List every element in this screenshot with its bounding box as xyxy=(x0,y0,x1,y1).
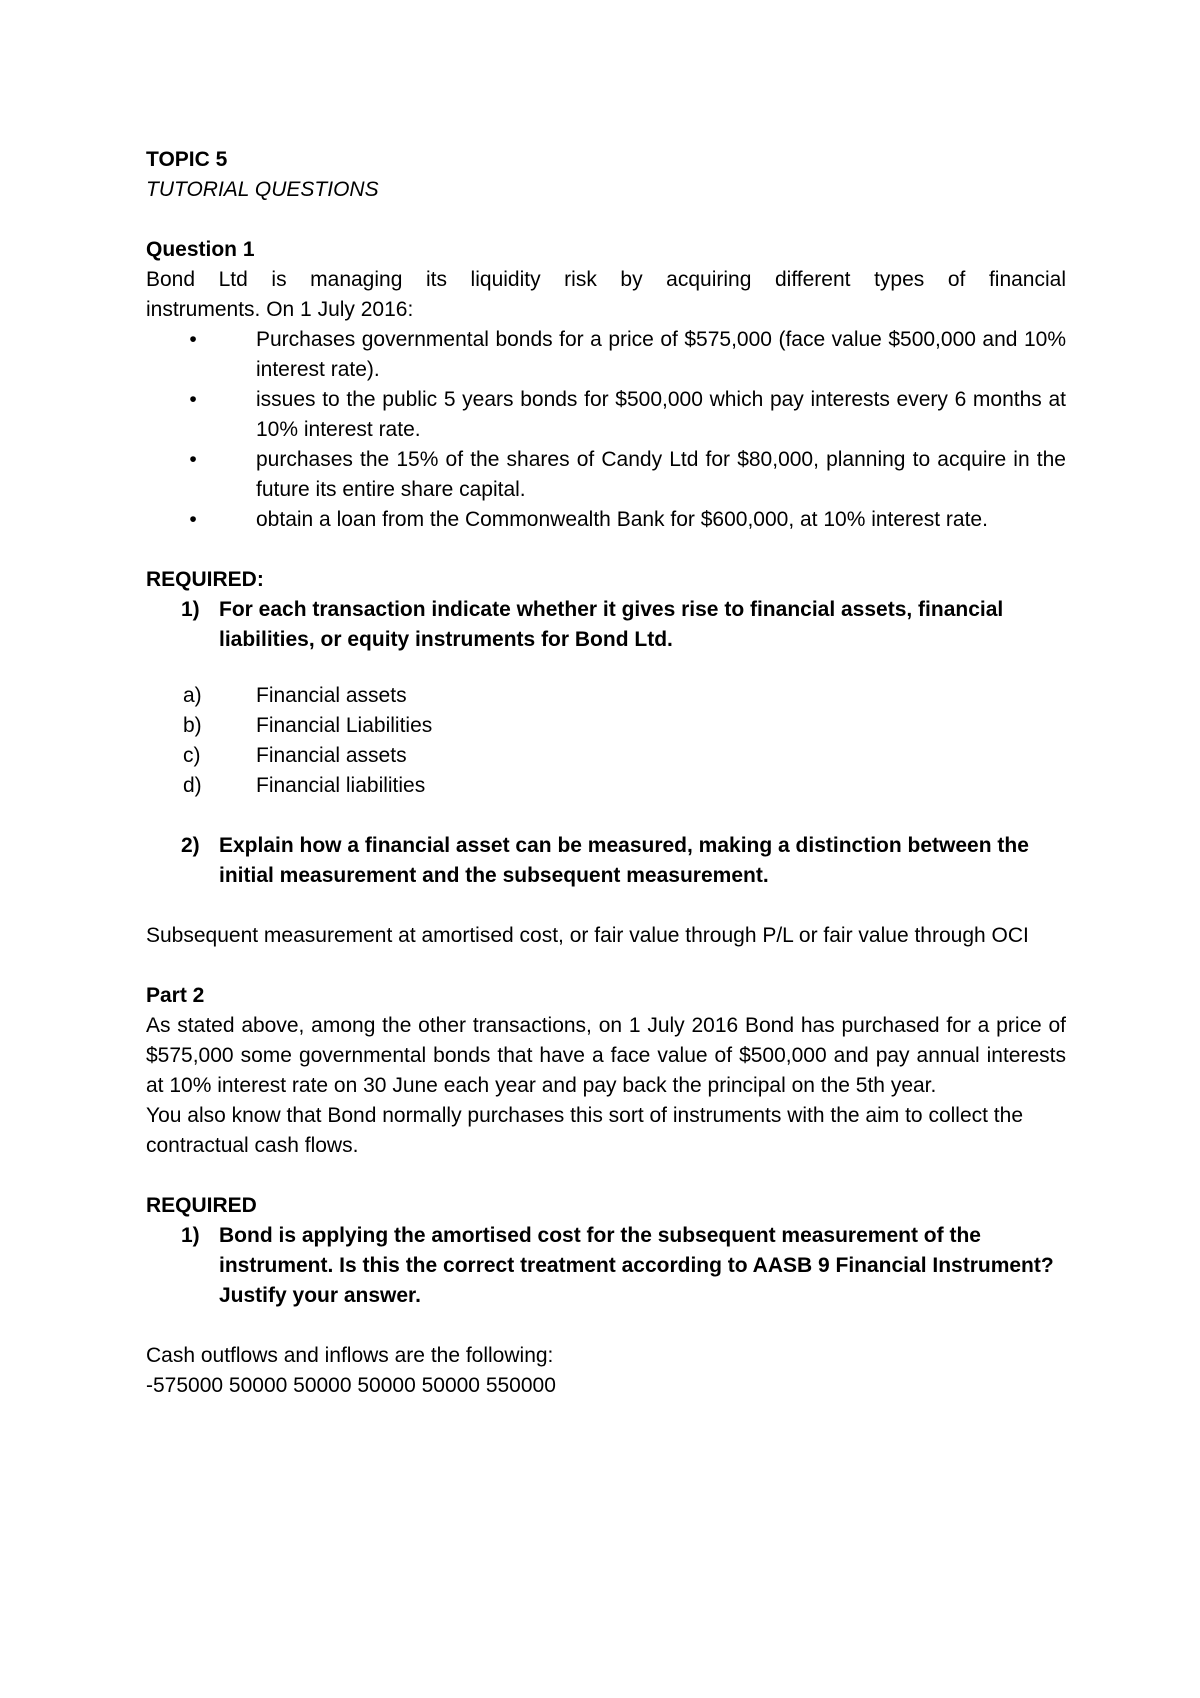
question1-intro-line1: Bond Ltd is managing its liquidity risk by acquiring different types of financial xyxy=(146,268,1066,291)
spacer xyxy=(146,1161,1066,1191)
bullet-icon: • xyxy=(189,328,197,351)
list-item xyxy=(146,681,1066,711)
spacer xyxy=(146,801,1066,831)
required-list xyxy=(146,831,1066,891)
answer-text: Financial assets xyxy=(256,684,407,707)
measurement-answer: Subsequent measurement at amortised cost, or fair value through P/L or fair value through OCI xyxy=(146,924,1029,947)
answer-list xyxy=(146,681,1066,801)
required-list xyxy=(146,1221,1066,1311)
list-number: 1) xyxy=(181,1224,200,1247)
spacer xyxy=(146,535,1066,565)
bullet-icon: • xyxy=(189,388,197,411)
cash-flows-label: Cash outflows and inflows are the following: xyxy=(146,1344,554,1367)
answer-text: Financial Liabilities xyxy=(256,714,433,737)
part2-heading: Part 2 xyxy=(146,984,205,1007)
requirement-text: For each transaction indicate whether it gives rise to financial assets, financial liabilities, or equity instruments for Bond Ltd. xyxy=(219,598,1004,651)
list-item xyxy=(146,445,1066,505)
list-letter: b) xyxy=(183,714,202,737)
transaction-text: purchases the 15% of the shares of Candy Ltd for $80,000, planning to acquire in the future its entire share capital. xyxy=(256,448,1066,501)
spacer xyxy=(146,891,1066,921)
list-item xyxy=(146,1221,1066,1311)
list-number: 2) xyxy=(181,834,200,857)
required-list xyxy=(146,595,1066,655)
answer-text: Financial assets xyxy=(256,744,407,767)
topic-title: TOPIC 5 xyxy=(146,148,228,171)
list-item xyxy=(146,385,1066,445)
spacer xyxy=(146,951,1066,981)
list-item xyxy=(146,595,1066,655)
list-item xyxy=(146,741,1066,771)
bullet-icon: • xyxy=(189,508,197,531)
list-letter: d) xyxy=(183,774,202,797)
required-label: REQUIRED: xyxy=(146,568,264,591)
part2-paragraph2: You also know that Bond normally purchases this sort of instruments with the aim to collect the contractual cash flows. xyxy=(146,1104,1023,1157)
transaction-text: Purchases governmental bonds for a price of $575,000 (face value $500,000 and 10% interest rate). xyxy=(256,328,1066,381)
spacer xyxy=(146,205,1066,235)
spacer xyxy=(146,1311,1066,1341)
list-letter: a) xyxy=(183,684,202,707)
requirement-text: Explain how a financial asset can be measured, making a distinction between the initial measurement and the subsequent measurement. xyxy=(219,834,1029,887)
bullet-icon: • xyxy=(189,448,197,471)
list-item xyxy=(146,505,1066,535)
list-letter: c) xyxy=(183,744,201,767)
transaction-list xyxy=(146,325,1066,535)
list-number: 1) xyxy=(181,598,200,621)
document-page xyxy=(146,145,1066,1401)
tutorial-subtitle: TUTORIAL QUESTIONS xyxy=(146,178,379,201)
list-item xyxy=(146,325,1066,385)
transaction-text: obtain a loan from the Commonwealth Bank for $600,000, at 10% interest rate. xyxy=(256,508,988,531)
spacer xyxy=(146,655,1066,681)
requirement-text: Bond is applying the amortised cost for the subsequent measurement of the instrument. Is this the correct treatment according to AASB 9 Financial Instrument? Justify your answer. xyxy=(219,1224,1054,1307)
part2-paragraph1: As stated above, among the other transactions, on 1 July 2016 Bond has purchased for a price of $575,000 some governmental bonds that have a face value of $500,000 and pay annual interests at 10% interest rate on 30 June each year and pay back the principal on the 5th year. xyxy=(146,1014,1066,1097)
transaction-text: issues to the public 5 years bonds for $500,000 which pay interests every 6 months at 10% interest rate. xyxy=(256,388,1066,441)
part2-required-label: REQUIRED xyxy=(146,1194,257,1217)
cash-flows-values: -575000 50000 50000 50000 50000 550000 xyxy=(146,1374,556,1397)
list-item xyxy=(146,831,1066,891)
list-item xyxy=(146,711,1066,741)
list-item xyxy=(146,771,1066,801)
question1-heading: Question 1 xyxy=(146,238,255,261)
question1-intro-line2: instruments. On 1 July 2016: xyxy=(146,298,414,321)
answer-text: Financial liabilities xyxy=(256,774,426,797)
